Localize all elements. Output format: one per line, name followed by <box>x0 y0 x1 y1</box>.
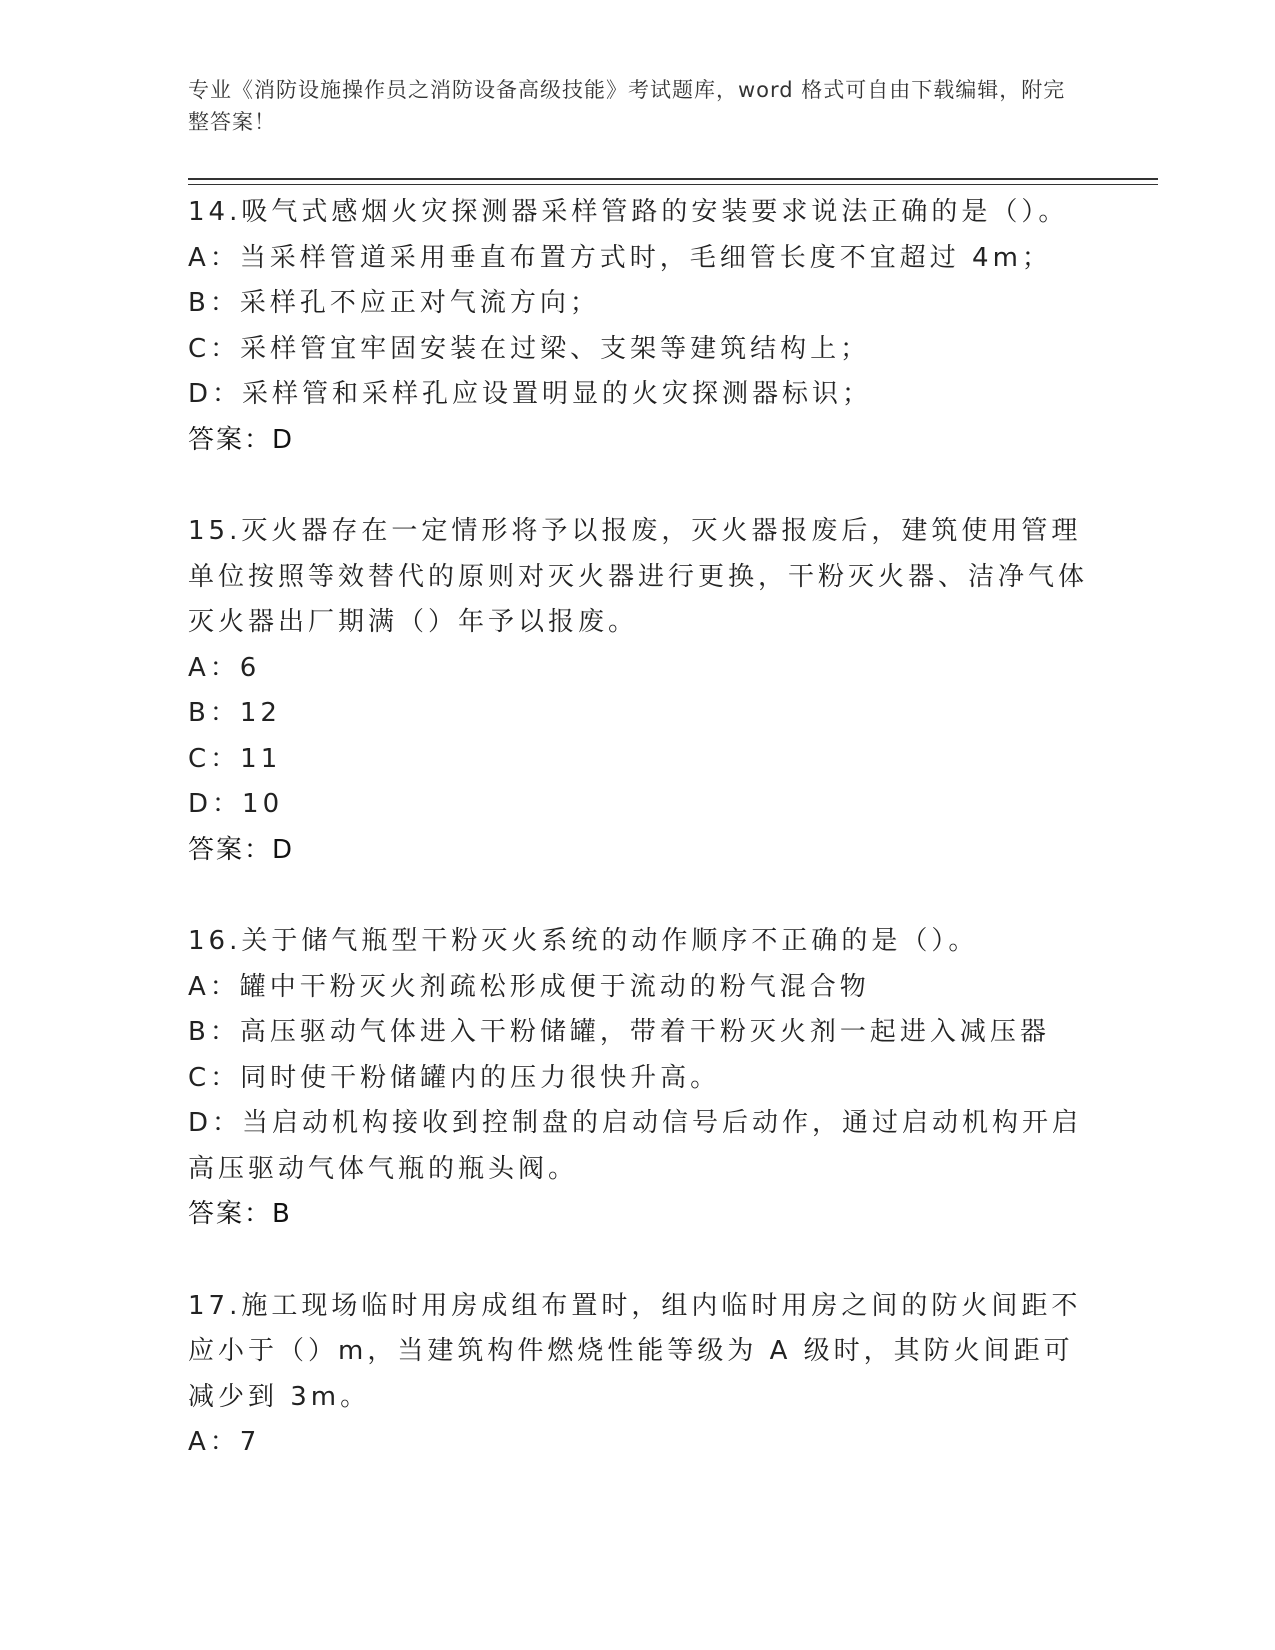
question-stem: 17.施工现场临时用房成组布置时，组内临时用房之间的防火间距不应小于（）m，当建筑构件燃烧性能等级为 A 级时，其防火间距可减少到 3m。 <box>188 1290 1082 1412</box>
answer-label: 答案：B <box>188 1199 292 1229</box>
header-divider-thin <box>188 184 1158 185</box>
option-d: D：10 <box>188 789 284 819</box>
answer-label: 答案：D <box>188 424 295 455</box>
document-header <box>188 74 1068 138</box>
question-14 <box>188 190 1088 463</box>
option-b: B：12 <box>188 698 281 728</box>
option-b: B：高压驱动气体进入干粉储罐，带着干粉灭火剂一起进入减压器 <box>188 1017 1050 1047</box>
option-c: C：采样管宜牢固安装在过梁、支架等建筑结构上； <box>188 333 871 364</box>
question-15 <box>188 509 1088 873</box>
option-c: C：同时使干粉储罐内的压力很快升高。 <box>188 1062 721 1093</box>
option-c: C：11 <box>188 743 282 774</box>
option-a: A：罐中干粉灭火剂疏松形成便于流动的粉气混合物 <box>188 971 870 1002</box>
question-stem: 16.关于储气瓶型干粉灭火系统的动作顺序不正确的是（）。 <box>188 926 979 956</box>
option-d: D：采样管和采样孔应设置明显的火灾探测器标识； <box>188 379 873 409</box>
question-17 <box>188 1284 1088 1466</box>
header-divider-thick <box>188 178 1158 180</box>
option-a: A：6 <box>188 652 261 683</box>
header-text: 专业《消防设施操作员之消防设备高级技能》考试题库，word 格式可自由下载编辑，附完整答案！ <box>188 78 1066 134</box>
option-a: A：当采样管道采用垂直布置方式时，毛细管长度不宜超过 4m； <box>188 242 1052 273</box>
option-a: A：7 <box>188 1427 261 1457</box>
answer-label: 答案：D <box>188 834 295 865</box>
question-16 <box>188 919 1088 1238</box>
option-d: D：当启动机构接收到控制盘的启动信号后动作，通过启动机构开启高压驱动气体气瓶的瓶头阀。 <box>188 1108 1083 1184</box>
question-stem: 15.灭火器存在一定情形将予以报废，灭火器报废后，建筑使用管理单位按照等效替代的原则对灭火器进行更换，干粉灭火器、洁净气体灭火器出厂期满（）年予以报废。 <box>188 516 1089 637</box>
question-list <box>188 190 1088 1512</box>
question-stem: 14.吸气式感烟火灾探测器采样管路的安装要求说法正确的是（）。 <box>188 197 1069 227</box>
option-b: B：采样孔不应正对气流方向； <box>188 288 600 318</box>
